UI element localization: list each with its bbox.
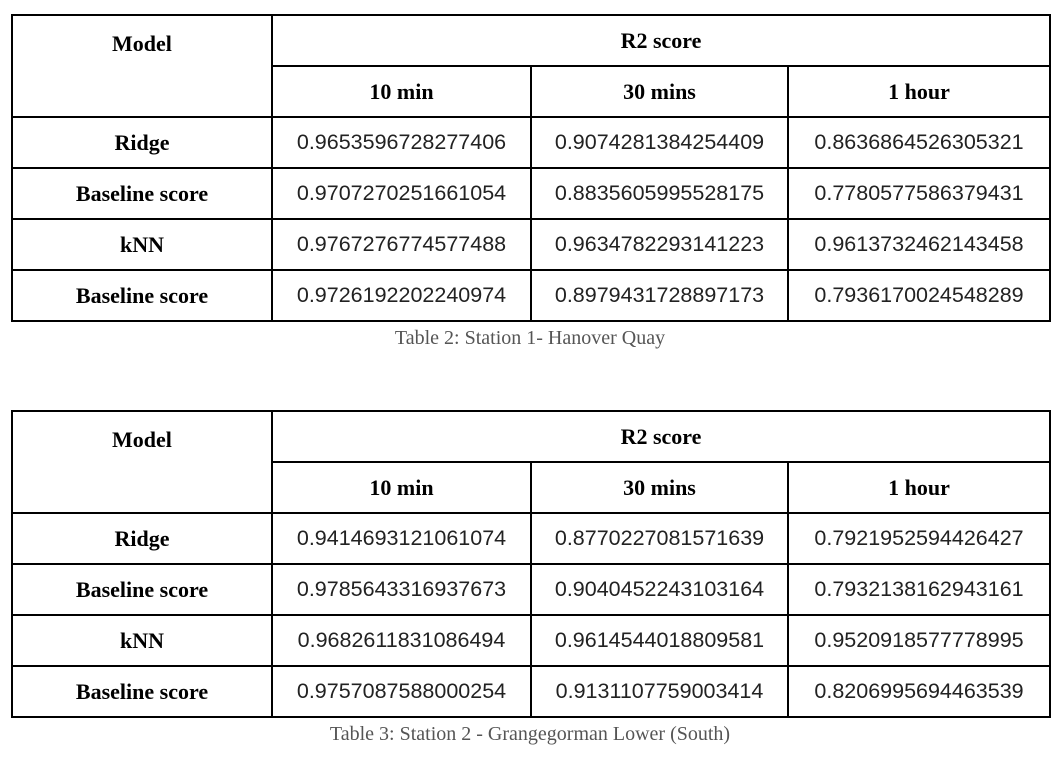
model-name-cell: Baseline score — [12, 666, 272, 717]
table-row — [12, 564, 1050, 615]
score-cell: 0.9757087588000254 — [272, 666, 531, 717]
model-name-cell: Baseline score — [12, 564, 272, 615]
score-cell: 0.9520918577778995 — [788, 615, 1050, 666]
score-cell: 0.9131107759003414 — [531, 666, 788, 717]
score-cell: 0.9726192202240974 — [272, 270, 531, 321]
column-header-1-hour: 1 hour — [788, 462, 1050, 513]
score-cell: 0.8206995694463539 — [788, 666, 1050, 717]
score-cell: 0.7921952594426427 — [788, 513, 1050, 564]
table-row — [12, 513, 1050, 564]
score-cell: 0.9613732462143458 — [788, 219, 1050, 270]
table-row — [12, 666, 1050, 717]
column-header-30-mins: 30 mins — [531, 66, 788, 117]
model-name-cell: Ridge — [12, 513, 272, 564]
score-cell: 0.8979431728897173 — [531, 270, 788, 321]
model-name-cell: kNN — [12, 219, 272, 270]
column-header-30-mins: 30 mins — [531, 462, 788, 513]
header-row — [12, 15, 1050, 66]
r2-score-table — [11, 410, 1051, 718]
table-block-station-1 — [11, 14, 1049, 350]
model-name-cell: Ridge — [12, 117, 272, 168]
table-caption: Table 2: Station 1- Hanover Quay — [394, 327, 666, 349]
score-cell: 0.7932138162943161 — [788, 564, 1050, 615]
column-header-1-hour: 1 hour — [788, 66, 1050, 117]
score-cell: 0.8636864526305321 — [788, 117, 1050, 168]
score-cell: 0.7936170024548289 — [788, 270, 1050, 321]
table-block-station-2 — [11, 410, 1049, 746]
score-cell: 0.9074281384254409 — [531, 117, 788, 168]
table-row — [12, 168, 1050, 219]
r2-score-header: R2 score — [272, 15, 1050, 66]
table-row — [12, 117, 1050, 168]
header-row — [12, 411, 1050, 462]
table-row — [12, 615, 1050, 666]
score-cell: 0.8835605995528175 — [531, 168, 788, 219]
model-name-cell: kNN — [12, 615, 272, 666]
table-row — [12, 219, 1050, 270]
score-cell: 0.9040452243103164 — [531, 564, 788, 615]
score-cell: 0.9682611831086494 — [272, 615, 531, 666]
score-cell: 0.7780577586379431 — [788, 168, 1050, 219]
r2-score-table — [11, 14, 1051, 322]
column-header-10-min: 10 min — [272, 66, 531, 117]
r2-score-header: R2 score — [272, 411, 1050, 462]
score-cell: 0.9785643316937673 — [272, 564, 531, 615]
score-cell: 0.9767276774577488 — [272, 219, 531, 270]
model-column-header: Model — [12, 15, 272, 117]
model-column-header: Model — [12, 411, 272, 513]
score-cell: 0.9414693121061074 — [272, 513, 531, 564]
model-name-cell: Baseline score — [12, 270, 272, 321]
score-cell: 0.9614544018809581 — [531, 615, 788, 666]
score-cell: 0.8770227081571639 — [531, 513, 788, 564]
score-cell: 0.9653596728277406 — [272, 117, 531, 168]
score-cell: 0.9634782293141223 — [531, 219, 788, 270]
column-header-10-min: 10 min — [272, 462, 531, 513]
score-cell: 0.9707270251661054 — [272, 168, 531, 219]
model-name-cell: Baseline score — [12, 168, 272, 219]
table-caption: Table 3: Station 2 - Grangegorman Lower (South) — [329, 723, 731, 745]
table-row — [12, 270, 1050, 321]
